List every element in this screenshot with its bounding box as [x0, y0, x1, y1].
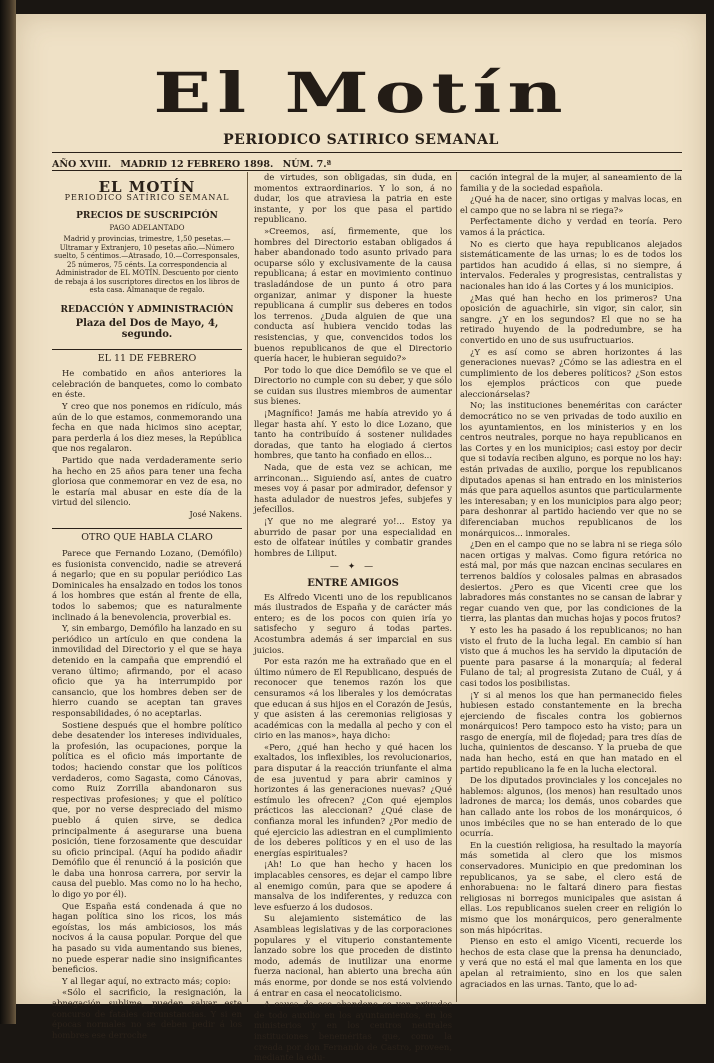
- box-subtitle: PERIODICO SATÍRICO SEMANAL: [64, 192, 230, 202]
- paragraph: Por todo lo que dice Demófilo se ve que el Directorio no cumple con su deber, y que sólo se cuidan sus ilustres miembros de aumentar sus bienes.: [254, 364, 452, 407]
- paragraph: Perfectamente dicho y verdad en teoría. Pero vamos á la práctica.: [460, 216, 682, 237]
- column-3: [460, 172, 682, 1002]
- paragraph: Su alejamiento sistemático de las Asambleas legislativas y de las corporaciones populares y el vituperio constantemente lanzado sobre los que proceden de distinto modo, además de inutilizar una enorme fuerza nacional, han abierto una brecha aún más enorme, por donde se nos está volviendo á entrar en casa el neocatolicismo.: [254, 913, 452, 998]
- article-body: [52, 548, 242, 1040]
- book-binding: [0, 0, 16, 1024]
- paragraph: He combatido en años anteriores la celebración de banquetes, como lo combato en éste.: [52, 368, 242, 400]
- paragraph: cación integral de la mujer, al saneamiento de la familia y de la sociedad española.: [460, 172, 682, 193]
- newspaper-page: [16, 14, 706, 1063]
- issue-year: AÑO XVIII.: [52, 159, 112, 170]
- paragraph: ¡Y que no me alegraré yo!... Estoy ya aburrido de pasar por una especialidad en esto de olfatear inútiles y combatir grandes hombres de Liliput.: [254, 516, 452, 558]
- article-body: [52, 368, 242, 508]
- paragraph: ¿Qué ha de nacer, sino ortigas y malvas locas, en el campo que no se labra ni se riega?»: [460, 194, 682, 215]
- paragraph: de virtudes, son obligadas, sin duda, en momentos extraordinarios. Y lo son, á no dudar, los que atraviesa la patria en este instante, y por los que pasa el partido republicano.: [254, 172, 452, 225]
- paragraph: No es cierto que haya republicanos alejados sistemáticamente de las urnas; lo es de todos los partidos han acudido á ellas, si no siempre, á intervalos. Federales y progresistas, centralistas y nacionales han ido á las Cortes y á los municipios.: [460, 238, 682, 291]
- admin-heading: REDACCIÓN Y ADMINISTRACIÓN: [60, 304, 234, 315]
- paragraph: Que España está condenada á que no hagan política sino los ricos, los más egoístas, los más ambiciosos, los más nocivos á la causa popular. Porque del que ha pasado su vida aumentando sus bienes, no puede esperar nadie sino insignificantes beneficios.: [52, 900, 242, 975]
- article-title: EL 11 DE FEBRERO: [52, 349, 242, 365]
- paragraph: Por esta razón me ha extrañado que en el último número de El Republicano, después de reconocer que tenemos razón los que censuramos «á los liberales y los demócratas que educan á sus hijos en el Corazón de Jesús, y que asisten á las ceremonias religiosas y académicas con la medalla al pecho y con el cirio en las manos», haya dicho:: [254, 656, 453, 741]
- paragraph: «Sólo el sacrificio, la resignación, la abnegación sublime, pueden salvar este concurso de fatales circunstancias. Y si en épocas normales no se deben pedir á los hombres ese derroche: [52, 987, 242, 1040]
- article-body: [254, 592, 452, 1063]
- prices-heading: PRECIOS DE SUSCRIPCIÓN: [76, 211, 218, 222]
- article-body: [460, 172, 682, 989]
- masthead-title: El Motín: [153, 60, 569, 126]
- issue-date: MADRID 12 FEBRERO 1898.: [120, 159, 274, 170]
- article-title: ENTRE AMIGOS: [307, 577, 399, 589]
- paragraph: ¡Y si al menos los que han permanecido fieles hubiesen estado constantemente en la brecha ejerciendo de fiscales contra los gobiernos monárquicos! Pero tampoco esto ha visto; para un rasgo de energía, mil de flojedad; para tres días de lucha, quinientos de descanso. Y la prueba de que nada han hecho, está en que han matado en el partido republicano la fe en la lucha electoral.: [460, 689, 682, 774]
- header-rule-top: [52, 152, 682, 153]
- paragraph: ¿Y es así como se abren horizontes á las generaciones nuevas? ¿Cómo se las adiestra en el cumplimiento de los deberes políticos? ¿Son estos los ejemplos prácticos con que puede aleccionárselas?: [460, 346, 682, 399]
- paragraph: »Creemos, así, firmemente, que los hombres del Directorio estaban obligados á haber abandonado todo asunto privado para ocuparse sólo y exclusivamente de la causa republicana; á estar en movimiento continuo trasladándose de un punto á otro para organizar, animar y disponer la hueste republicana á cumplir sus deberes en todos los terrenos. ¿Duda alguien de que una conducta así hubiera vencido todas las resistencias, y que, convencidos todos los buenos republicanos de que el Directorio quería hacer, le hubieran seguido?»: [254, 225, 452, 364]
- paragraph: Sostiene después que el hombre político debe desatender los intereses individuales, la profesión, las ocupaciones, porque la política es el oficio más importante de todos; haciendo constar que los políticos verdaderos, como Sagasta, como Cánovas, como Ruiz Zorrilla abandonaron sus respectivas profesiones; y que el político que, por no verse despreciado del mismo pueblo á quien sirve, se dedica principalmente á asegurarse una buena posición, tiene forzosamente que descuidar su oficio principal. (Aquí ha podido añadir Demófilo que él renunció á la posición que le daba una honrosa carrera, por servir la causa del pueblo. Mas como no lo ha hecho, lo digo yo por él).: [52, 719, 242, 900]
- paragraph: De los diputados provinciales y los concejales no hablemos: algunos, (los menos) han resultado unos ladrones de marca; los demás, unos cobardes que han callado ante los robos de los monárquicos, ó unos imbéciles que no se han enterado de lo que ocurría.: [460, 775, 682, 839]
- article-body: [254, 172, 452, 558]
- paragraph: ¿Mas qué han hecho en los primeros? Una oposición de aguachirle, sin vigor, sin calor, sin sangre. ¿Y en los segundos? El que no se ha retirado huyendo de la podredumbre, se ha convertido en uno de sus usufructuarios.: [460, 292, 682, 345]
- paragraph: Y esto les ha pasado á los republicanos; no han visto el fruto de la lucha legal. En cambio sí han visto que á muchos les ha servido la diputación de puente para pasarse á la monarquía; al federal Fulano de tal; al progresista Zutano de Cuál, y á casi todos los posibilistas.: [460, 624, 682, 688]
- dateline: [52, 159, 682, 170]
- column-divider: [247, 172, 248, 1002]
- paragraph: Y creo que nos ponemos en ridículo, más aún de lo que estamos, conmemorando una fecha en que nada hicimos sino aceptar, para perderla á los diez meses, la República que nos regalaron.: [52, 400, 242, 454]
- paragraph: ¡Ah! Lo que han hecho y hacen los implacables censores, es dejar el campo libre al enemigo común, para que se apodere á mansalva de los indiferentes, y reduzca con leve esfuerzo á los dudosos.: [254, 859, 452, 912]
- paragraph: Pienso en esto el amigo Vicenti, recuerde los hechos de esta clase que la prensa ha denunciado, y verá que no está el mal que lamenta en los que apelan al retraimiento, sino en los que salen agraciados en las urnas. Tanto, que lo ad-: [460, 936, 682, 989]
- admin-address: Plaza del Dos de Mayo, 4, segundo.: [75, 318, 219, 340]
- column-divider: [456, 172, 457, 1002]
- paragraph: Y, sin embargo, Demófilo ha lanzado en su periódico un artículo en que condena la inmovilidad del Directorio y el que se haya detenido en la campaña que emprendió el verano último; afirmando, por el acaso oficio que ya ha interrumpido por cansancio, que los hombres deben ser de hierro cuando se aceptan tan graves responsabilidades, ó no aceptarlas.: [52, 623, 242, 718]
- paragraph: «Pero, ¿qué han hecho y qué hacen los exaltados, los inflexibles, los revolucionarios, para disputar á la reacción triunfante el alma de esa juventud y para abrir caminos y horizontes á las generaciones nuevas? ¿Qué estímulo les ofrecen? ¿Con qué ejemplos prácticos las aleccionan? ¿Qué clase de confianza moral les infunden? ¿Por medio de qué ejercicio las adiestran en el cumplimiento de los deberes políticos y en el uso de las energías espirituales?: [254, 741, 452, 858]
- paragraph: A causa de ese abandono se ven privadas de todo auxilio en los ayuntamientos, en los ministerios y en los centros neutrales instituciones beneméritas que, como la creada por don Fernando de Castro, proveen, mediante la edu-: [254, 999, 452, 1063]
- prices-text: Madrid y provincias, trimestre, 1,50 pesetas.—Ultramar y Extranjero, 10 pesetas año.—Número suelto, 5 céntimos.—Atrasado, 10.—Corresponsales, 25 números, 75 cénts. La correspondencia al Administrador de EL MOTÍN. Descuento por ciento de rebaja á los suscriptores directos en los libros de esta casa. Almanaque de regalo.: [54, 235, 240, 295]
- column-1: [52, 172, 242, 1040]
- paragraph: ¡Magnífico! Jamás me había atrevido yo á llegar hasta ahí. Y esto lo dice Lozano, que tanto ha contribuído á sostener nulidades doradas, que tanto ha elogiado á ciertos hombres, que tanto ha confiado en ellos...: [254, 408, 452, 461]
- masthead-subtitle: PERIODICO SATIRICO SEMANAL: [223, 132, 499, 148]
- prices-subheading: PAGO ADELANTADO: [109, 223, 185, 232]
- paragraph: Nada, que de esta vez se achican, me arrinconan... Siguiendo así, antes de cuatro meses voy á pasar por admirador, defensor y hasta adulador de nuestros jefes, subjefes y jefecillos.: [254, 462, 452, 515]
- header-rule-bottom: [52, 170, 682, 171]
- paragraph: Y al llegar aquí, no extracto más; copio:: [62, 975, 231, 986]
- box-title: EL MOTÍN: [98, 178, 196, 196]
- article-title: OTRO QUE HABLA CLARO: [52, 528, 242, 544]
- paragraph: Es Alfredo Vicenti uno de los republicanos más ilustrados de España y de carácter más entero; es de los pocos con quien iría yo satisfecho y seguro á todas partes. Acostumbra además á ser imparcial en sus juicios.: [254, 591, 452, 655]
- paragraph: Partido que nada verdaderamente serio ha hecho en 25 años para tener una fecha gloriosa que conmemorar en vez de esa, no le estaría mal abusar en este día de la virtud del silencio.: [52, 454, 242, 508]
- paragraph: No; las instituciones beneméritas con carácter democrático no se ven privadas de todo auxilio en los ayuntamientos, en los ministerios y en los centros neutrales, porque no haya republicanos en las Cortes y en los municipios; casi estoy por decir que si todavía reciben alguno, es porque no los hay: están privadas de auxilio, porque los republicanos diputados apenas si han entrado en los ministerios más que para aquellos asuntos que particularmente les interesaban; y en los municipios para algo peor; para deshonrar al partido haciendo ver que no se diferenciaban muchos republicanos de los monárquicos... inmorales.: [460, 400, 682, 538]
- issue-number: NÚM. 7.ª: [282, 159, 332, 170]
- ornament-divider: — ✦ —: [329, 562, 377, 573]
- paragraph: Parece que Fernando Lozano, (Demófilo) es fusionista convencido, nadie se atreverá á negarlo; que en su popular periódico Las Dominicales ha ensalzado en todos los tonos á los hombres que están al frente de ella, todos lo sabemos; que es naturalmente inclinado á la benevolencia, proverbial es.: [52, 548, 242, 622]
- paragraph: En la cuestión religiosa, ha resultado la mayoría más sometida al clero que los mismos conservadores. Municipio en que predominan los republicanos, ya se sabe, el clero está de enhorabuena: no le faltará dinero para fiestas religiosas ni borregos municipales que asistan á ellas. Los republicanos suelen creer en religión lo mismo que los monárquicos, pero generalmente son más hipócritas.: [460, 839, 682, 935]
- article-signature: José Nakens.: [189, 509, 242, 519]
- subscription-box: [52, 178, 242, 341]
- column-2: [254, 172, 453, 1063]
- paragraph: ¿Den en el campo que no se labra ni se riega sólo nacen ortigas y malvas. Como figura retórica no está mal, por más que nazcan encinas seculares en terrenos baldíos y colosales palmas en abrasados desiertos. ¿Pero es que Vicenti cree que los labradores más constantes no se cansan de labrar y regar cuando ven que, por las condiciones de la tierra, las plantas dan muchas hojas y pocos frutos?: [460, 539, 682, 624]
